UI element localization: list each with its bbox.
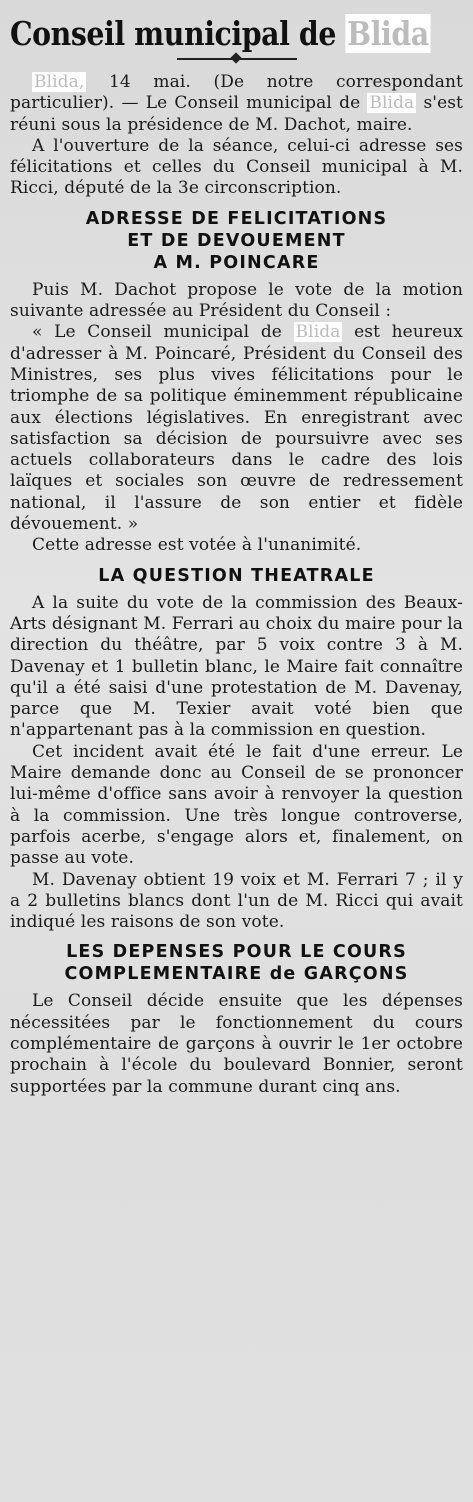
- article-title: [10, 14, 429, 54]
- section-heading-depenses: LES DEPENSES POUR LE COURS COMPLEMENTAIRE de GARÇONS: [64, 942, 409, 985]
- motion-city-highlight: Blida: [295, 322, 341, 343]
- title-city-highlight: Blida: [347, 14, 429, 53]
- title-ornament-rule: [177, 58, 297, 60]
- section1-paragraph-1: Puis M. Dachot propose le vote de la motion suivante adressée au Président du Conseil :: [10, 279, 463, 322]
- intro-paragraph-2: A l'ouverture de la séance, celui-ci adresse ses félicitations et celles du Conseil municipal à M. Ricci, député de la 3e circonscription.: [10, 135, 463, 199]
- body-city-highlight: Blida: [369, 93, 415, 114]
- section2-paragraph-1: A la suite du vote de la commission des Beaux-Arts désignant M. Ferrari au choix du maire pour la direction du théâtre, par 5 voix contre 3 à M. Davenay et 1 bulletin blanc, le Maire fait connaître qu'il a été saisi d'une protestation de M. Davenay, parce que M. Texier avait voté bien que n'appartenant pas à la commission en question.: [10, 592, 463, 741]
- intro-paragraph-1: Blida, 14 mai. (De notre correspondant particulier). — Le Conseil municipal de Blida s'est réuni sous la présidence de M. Dachot, maire.: [10, 72, 463, 135]
- title-text: Conseil municipal de: [10, 14, 336, 53]
- dateline-city-highlight: Blida,: [34, 72, 85, 92]
- section-heading-felicitations: ADRESSE DE FELICITATIONS ET DE DEVOUEMENT A M. POINCARE: [85, 208, 388, 273]
- section2-paragraph-2: Cet incident avait été le fait d'une erreur. Le Maire demande donc au Conseil de se prononcer lui-même d'office sans avoir à renvoyer la question à la commission. Une très longue controverse, parfois acerbe, s'engage alors et, finalement, on passe au vote.: [10, 741, 463, 869]
- section1-paragraph-3: Cette adresse est votée à l'unanimité.: [32, 535, 362, 556]
- section3-paragraph-1: Le Conseil décide ensuite que les dépenses nécessitées par le fonctionnement du cours complémentaire de garçons à ouvrir le 1er octobre prochain à l'école du boulevard Bonnier, seront supportées par la commune durant cinq ans.: [10, 991, 463, 1097]
- section1-motion-quote: « Le Conseil municipal de Blida est heureux d'adresser à M. Poincaré, Président du Conseil des Ministres, ses plus vives félicitations pour le triomphe de sa politique éminemment républicaine aux élections législatives. En enregistrant avec satisfaction sa décision de poursuivre avec ses actuels collaborateurs dans le cadre des lois laïques et sociales son œuvre de redressement national, il l'assure de son entier et fidèle dévouement. »: [10, 322, 463, 535]
- section-heading-theatre: LA QUESTION THEATRALE: [98, 565, 375, 586]
- section2-paragraph-3: M. Davenay obtient 19 voix et M. Ferrari 7 ; il y a 2 bulletins blancs dont l'un de M. Ricci qui avait indiqué les raisons de son vote.: [10, 869, 463, 933]
